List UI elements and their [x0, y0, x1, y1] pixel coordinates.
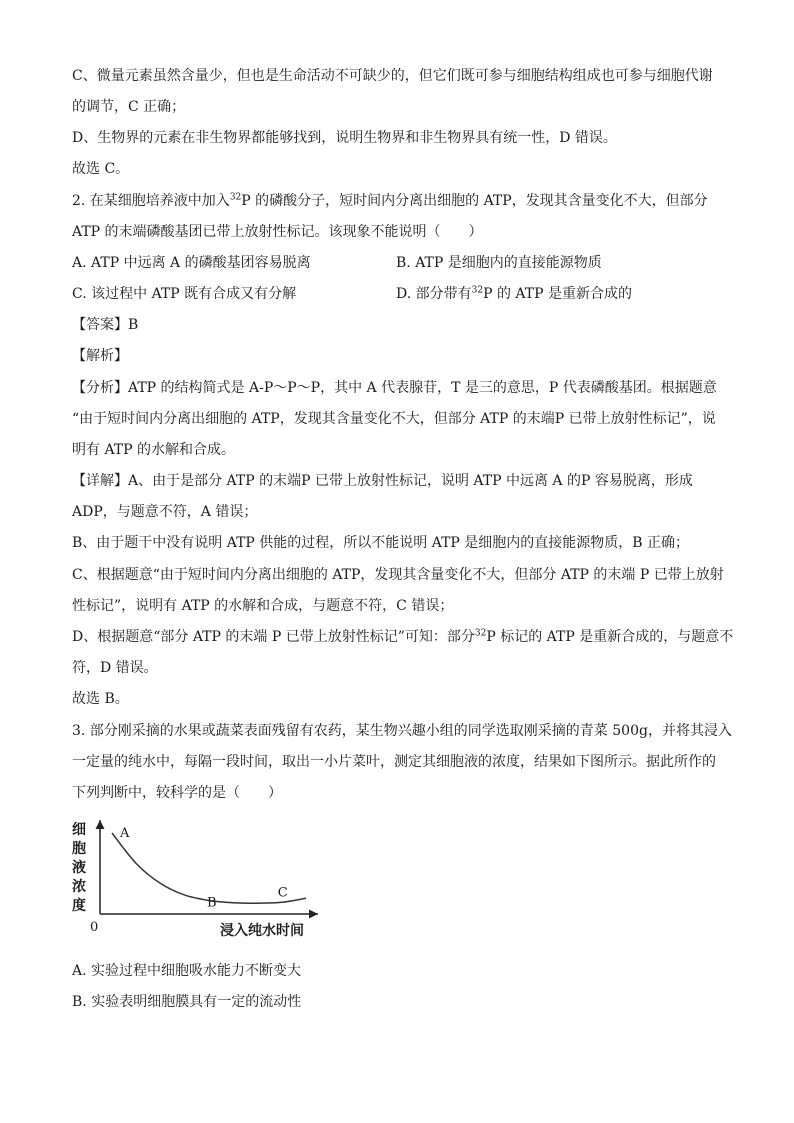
prev-answer-d-line: D、生物界的元素在非生物界都能够找到，说明生物界和非生物界具有统一性，D 错误。 [72, 130, 617, 146]
q2-xiangjie-b-line: B、由于题干中没有说明 ATP 供能的过程，所以不能说明 ATP 是细胞内的直接能源物质，B 正确； [72, 535, 690, 551]
q2-option-b: B. ATP 是细胞内的直接能源物质 [396, 255, 602, 271]
q3-option-a: A. 实验过程中细胞吸水能力不断变大 [72, 963, 302, 979]
point-labels [119, 826, 288, 911]
q2-stem-superscript: 32 [229, 192, 242, 203]
q2-option-d [396, 284, 632, 304]
point-label-b: B [207, 895, 217, 911]
y-axis-label-char: 细 [72, 822, 86, 838]
prev-answer-c-line1: C、微量元素虽然含量少，但也是生命活动不可缺少的，但它们既可参与细胞结构组成也可参与细胞代谢 [72, 68, 713, 84]
q2-option-c: C. 该过程中 ATP 既有合成又有分解 [72, 286, 297, 302]
q2-xiangjie-line1 [72, 471, 693, 491]
q2-option-d-superscript: 32 [471, 285, 484, 296]
q2-fenxi-line2: “由于短时间内分离出细胞的 ATP，发现其含量变化不大，但部分 ATP 的末端P 已带上放射性标记”，说 [72, 411, 716, 427]
q2-option-a: A. ATP 中远离 A 的磷酸基团容易脱离 [72, 255, 311, 271]
q2-xiangjie-d-text-b: P 标记的 ATP 是重新合成的，与题意不 [486, 629, 734, 645]
q2-answer-value: B [128, 317, 139, 333]
q2-xiangjie-d-text-a: D、根据题意“部分 ATP 的末端 P 已带上放射性标记”可知：部分 [72, 629, 475, 645]
q2-xiangjie-tag: 【详解】 [72, 473, 128, 489]
concentration-chart [64, 814, 334, 944]
q2-stem-line2: ATP 的末端磷酸基团已带上放射性标记。该现象不能说明（ ） [72, 224, 483, 240]
q2-xiangjie-d-line2: 符，D 错误。 [72, 660, 158, 676]
q2-fenxi-tag: 【分析】 [72, 380, 128, 396]
q2-answer-tag: 【答案】 [72, 317, 128, 333]
point-label-a: A [120, 826, 130, 841]
q2-xiangjie-d-line1 [72, 627, 733, 647]
q2-fenxi-line1 [72, 378, 717, 398]
q2-analysis-tag: 【解析】 [72, 348, 128, 364]
q2-xiangjie-c-line1: C、根据题意“由于短时间内分离出细胞的 ATP，发现其含量变化不大，但部分 ATP 的末端 P 已带上放射 [72, 567, 724, 583]
prev-choice: 故选 C。 [72, 161, 130, 177]
origin-label: 0 [90, 920, 99, 935]
q3-stem-line3: 下列判断中，较科学的是（ ） [72, 785, 282, 801]
q2-xiangjie-a-line2: ADP，与题意不符，A 错误； [72, 504, 258, 520]
q2-fenxi-text1: ATP 的结构简式是 A-P～P～P，其中 A 代表腺苷，T 是三的意思，P 代表磷酸基团。根据题意 [128, 380, 717, 396]
y-axis-label-char: 度 [72, 898, 86, 914]
q2-stem-line1 [72, 191, 708, 211]
point-label-c: C [277, 885, 288, 901]
q2-option-d-text-b: P 的 ATP 是重新合成的 [483, 286, 632, 302]
y-axis-label-char: 浓 [72, 879, 86, 895]
y-axis-label [72, 822, 86, 914]
q2-option-d-text-a: D. 部分带有 [396, 286, 472, 302]
y-axis-label-char: 液 [72, 860, 86, 876]
q2-answer-line [72, 315, 138, 335]
prev-answer-c-line2: 的调节，C 正确； [72, 99, 186, 115]
q2-xiangjie-c-line2: 性标记”，说明有 ATP 的水解和合成，与题意不符，C 错误； [72, 598, 454, 614]
q2-choice: 故选 B。 [72, 691, 129, 707]
q2-xiangjie-a-text: A、由于是部分 ATP 的末端P 已带上放射性标记，说明 ATP 中远离 A 的P 容易脱离，形成 [128, 473, 693, 489]
q2-fenxi-line3: 明有 ATP 的水解和合成。 [72, 442, 236, 458]
q2-xiangjie-d-superscript: 32 [474, 628, 487, 639]
q3-option-b: B. 实验表明细胞膜具有一定的流动性 [72, 994, 302, 1010]
y-axis-label-char: 胞 [72, 841, 86, 857]
q3-stem-line1: 3. 部分刚采摘的水果或蔬菜表面残留有农药，某生物兴趣小组的同学选取刚采摘的青菜 500g，并将其浸入 [72, 723, 732, 739]
x-axis-label: 浸入纯水时间 [220, 923, 304, 939]
q2-stem-text-b: P 的磷酸分子，短时间内分离出细胞的 ATP，发现其含量变化不大，但部分 [241, 193, 708, 209]
q3-stem-line2: 一定量的纯水中，每隔一段时间，取出一小片菜叶，测定其细胞液的浓度，结果如下图所示。据此所作的 [72, 754, 716, 770]
q2-stem-text-a: 2. 在某细胞培养液中加入 [72, 193, 230, 209]
